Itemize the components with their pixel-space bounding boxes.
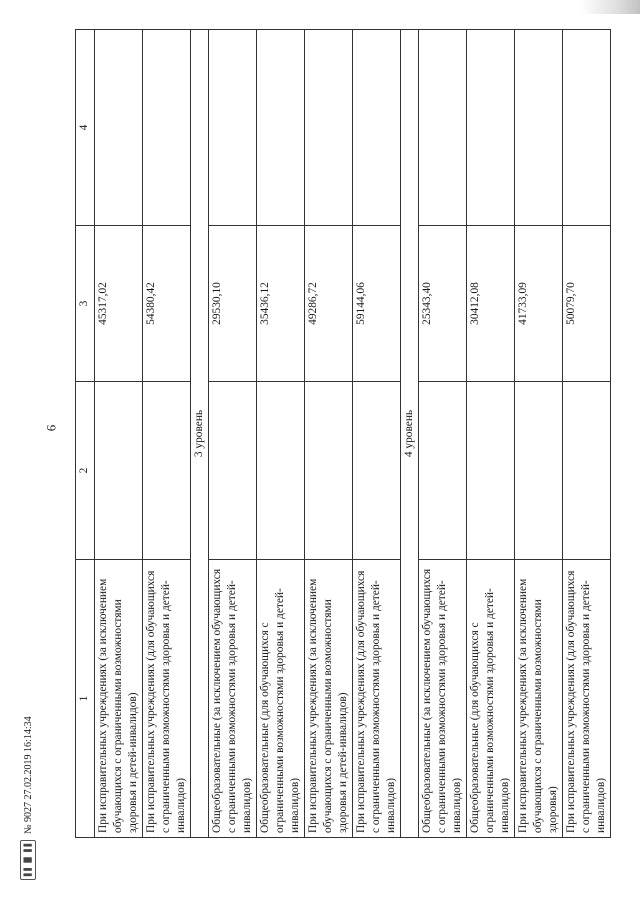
- level-label: 3 уровень: [191, 30, 209, 838]
- cell-value: 35436,12: [257, 226, 305, 382]
- header-cell: 4: [76, 30, 95, 226]
- table-row: [353, 30, 401, 838]
- cell-col4: [419, 30, 467, 226]
- cell-col2: [209, 382, 257, 560]
- header-cell: 1: [76, 560, 95, 838]
- cell-name: Общеобразовательные (для обучающихся с ограниченными возможностями здоровья и детей-инвалидов): [467, 560, 515, 838]
- scan-artifact: [580, 0, 640, 14]
- table-container: [75, 30, 607, 838]
- table-row: [95, 30, 143, 838]
- table-row: [143, 30, 191, 838]
- cell-name: При исправительных учреждениях (за исключением обучающихся с ограниченными возможностями здоровья и детей-инвалидов): [95, 560, 143, 838]
- data-table: [75, 29, 611, 838]
- cell-name: При исправительных учреждениях (для обучающихся с ограниченными возможностями здоровья и детей-инвалидов): [143, 560, 191, 838]
- cell-value: 50079,70: [563, 226, 611, 382]
- table-row: [257, 30, 305, 838]
- cell-col2: [305, 382, 353, 560]
- cell-col4: [467, 30, 515, 226]
- cell-name: При исправительных учреждениях (для обучающихся с ограниченными возможностями здоровья и детей-инвалидов): [563, 560, 611, 838]
- table-row: [563, 30, 611, 838]
- header-cell: 2: [76, 382, 95, 560]
- cell-col4: [143, 30, 191, 226]
- cell-value: 54380,42: [143, 226, 191, 382]
- cell-value: 49286,72: [305, 226, 353, 382]
- cell-col2: [419, 382, 467, 560]
- page-number: 6: [43, 424, 59, 432]
- cell-col4: [353, 30, 401, 226]
- cell-value: 25343,40: [419, 226, 467, 382]
- document-registration: № 9027 27.02.2019 16:14:34: [22, 716, 34, 834]
- table-row: [467, 30, 515, 838]
- cell-name: При исправительных учреждениях (за исключением обучающихся с ограниченными возможностями здоровья и детей-инвалидов): [305, 560, 353, 838]
- cell-col2: [467, 382, 515, 560]
- header-row: [76, 30, 95, 838]
- cell-col2: [257, 382, 305, 560]
- level-label: 4 уровень: [401, 30, 419, 838]
- cell-col2: [515, 382, 563, 560]
- barcode-stamp-icon: ▌▌▐▌▐▐: [20, 840, 36, 880]
- table-row: [209, 30, 257, 838]
- cell-name: При исправительных учреждениях (для обучающихся с ограниченными возможностями здоровья и детей-инвалидов): [353, 560, 401, 838]
- header-cell: 3: [76, 226, 95, 382]
- cell-col2: [95, 382, 143, 560]
- cell-col4: [515, 30, 563, 226]
- cell-col4: [305, 30, 353, 226]
- cell-col2: [563, 382, 611, 560]
- cell-value: 29530,10: [209, 226, 257, 382]
- document-stamp: [20, 716, 36, 880]
- cell-col4: [563, 30, 611, 226]
- cell-col4: [209, 30, 257, 226]
- cell-col4: [257, 30, 305, 226]
- cell-col2: [143, 382, 191, 560]
- level-row: [401, 30, 419, 838]
- cell-col4: [95, 30, 143, 226]
- cell-name: Общеобразовательные (для обучающихся с ограниченными возможностями здоровья и детей-инвалидов): [257, 560, 305, 838]
- cell-value: 45317,02: [95, 226, 143, 382]
- level-row: [191, 30, 209, 838]
- table-row: [515, 30, 563, 838]
- cell-name: Общеобразовательные (за исключением обучающихся с ограниченными возможностями здоровья и детей-инвалидов): [209, 560, 257, 838]
- cell-value: 41733,09: [515, 226, 563, 382]
- cell-name: Общеобразовательные (за исключением обучающихся с ограниченными возможностями здоровья и детей-инвалидов): [419, 560, 467, 838]
- cell-value: 59144,06: [353, 226, 401, 382]
- cell-name: При исправительных учреждениях (за исключением обучающихся с ограниченными возможностями здоровья): [515, 560, 563, 838]
- cell-value: 30412,08: [467, 226, 515, 382]
- table-row: [305, 30, 353, 838]
- table-row: [419, 30, 467, 838]
- cell-col2: [353, 382, 401, 560]
